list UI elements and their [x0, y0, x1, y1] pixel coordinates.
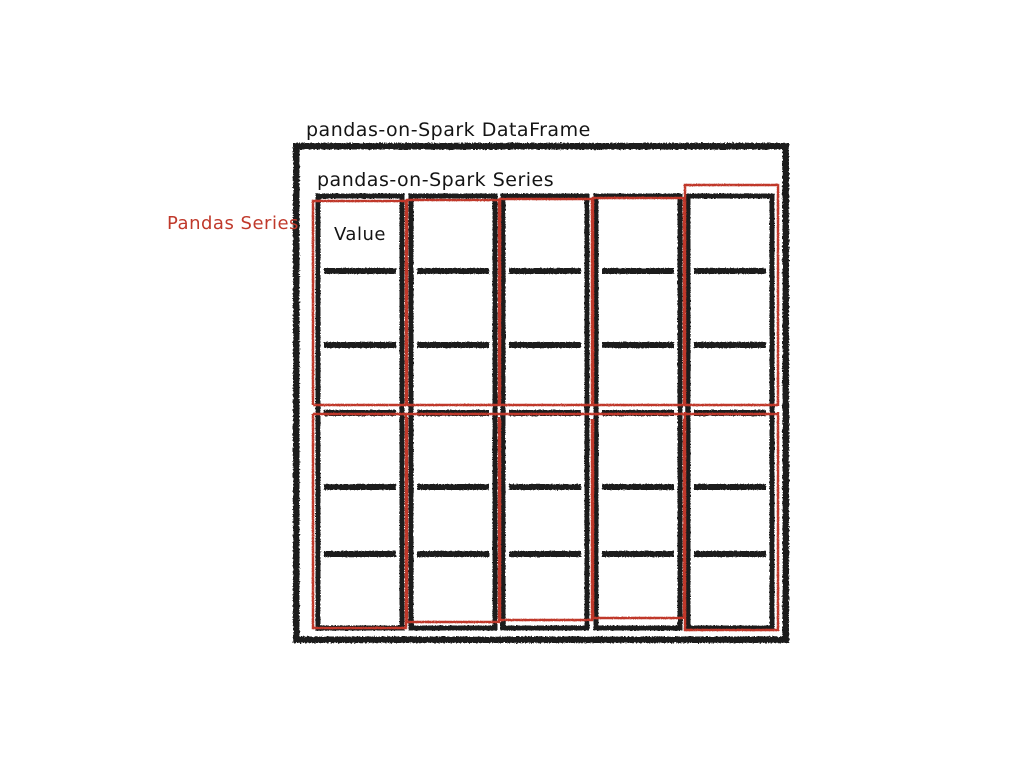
- spark-series-label: pandas-on-Spark Series: [317, 169, 555, 191]
- pandas-series-overlay-bottom: [313, 412, 778, 630]
- spark-series-column-3: [503, 196, 587, 628]
- spark-series-column-2: [411, 196, 495, 628]
- dataframe-outer-box: [296, 146, 786, 640]
- dataframe-title-label: pandas-on-Spark DataFrame: [306, 119, 591, 141]
- spark-series-column-1: [318, 196, 402, 628]
- pandas-series-label: Pandas Series: [167, 213, 299, 234]
- spark-series-column-4: [596, 196, 680, 628]
- spark-series-column-5: [688, 196, 772, 628]
- pandas-series-overlay-top: [313, 185, 778, 406]
- value-label: Value: [334, 224, 386, 245]
